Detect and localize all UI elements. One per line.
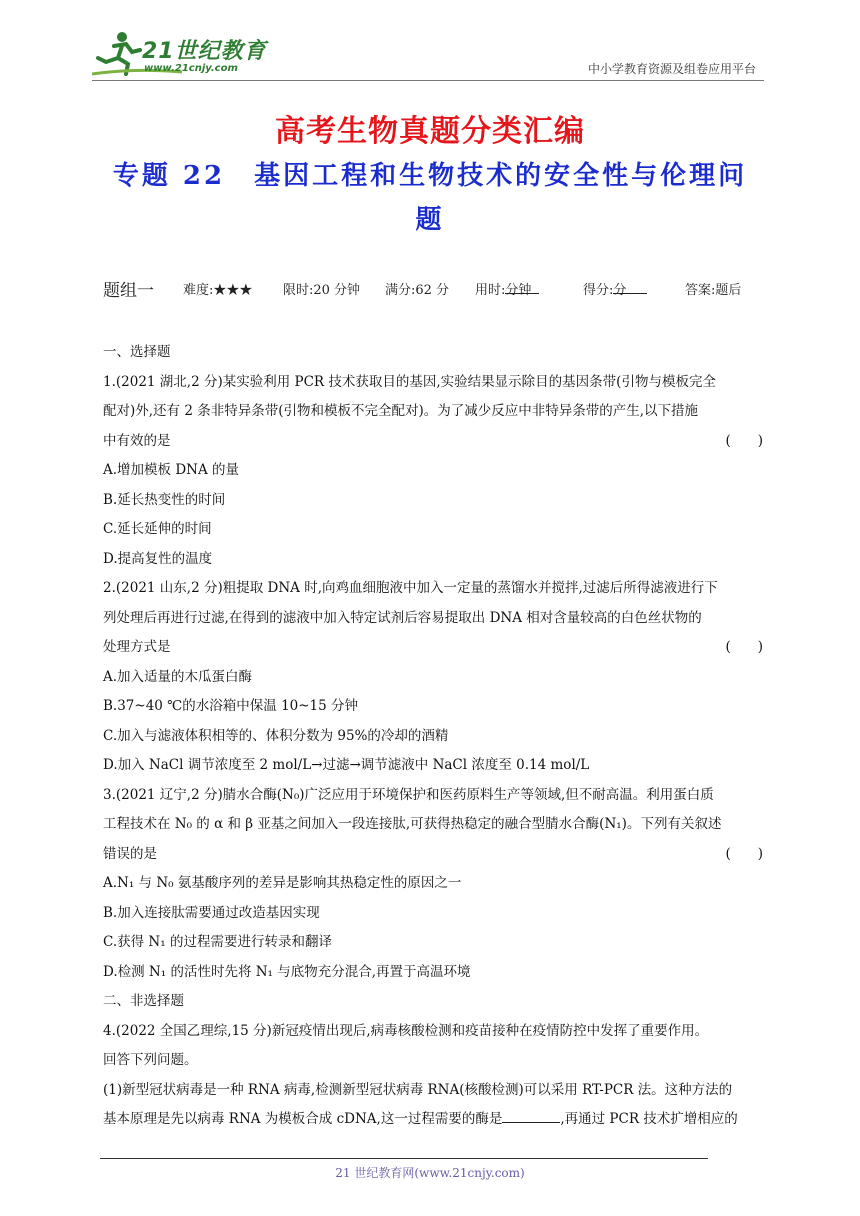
answer-note: 答案:题后 — [685, 283, 742, 298]
q1-option-c: C.延长延伸的时间 — [103, 521, 212, 537]
q4-line-1: 4.(2022 全国乙理综,15 分)新冠疫情出现后,病毒核酸检测和疫苗接种在疫情防控中发挥了重要作用。 — [103, 1022, 709, 1039]
q3-option-c: C.获得 N₁ 的过程需要进行转录和翻译 — [103, 934, 332, 950]
q3-line-2: 工程技术在 N₀ 的 α 和 β 亚基之间加入一段连接肽,可获得热稳定的融合型腈水合酶(N₁)。下列有关叙述 — [103, 816, 722, 832]
difficulty: 难度:★★★ — [183, 283, 253, 298]
q2-option-b: B.37~40 ℃的水浴箱中保温 10~15 分钟 — [103, 698, 359, 714]
answer-blank[interactable] — [502, 1109, 560, 1123]
score: 得分: 分 — [583, 279, 626, 298]
page-subtitle: 专题 22 基因工程和生物技术的安全性与伦理问题 — [112, 161, 748, 235]
logo-url: www.21cnjy.com — [144, 63, 238, 74]
q1-line-2: 配对)外,还有 2 条非特异条带(引物和模板不完全配对)。为了减少反应中非特异条带的产生,以下措施 — [103, 403, 699, 419]
q1-option-a: A.增加模板 DNA 的量 — [103, 462, 240, 478]
question-content — [103, 338, 763, 1135]
footer-divider — [100, 1158, 708, 1159]
q1-line-1: 1.(2021 湖北,2 分)某实验利用 PCR 技术获取目的基因,实验结果显示除目的基因条带(引物与模板完全 — [103, 373, 716, 390]
used-time: 用时: 分钟 — [475, 279, 531, 298]
q3-option-a: A.N₁ 与 N₀ 氨基酸序列的差异是影响其热稳定性的原因之一 — [103, 875, 462, 891]
answer-parentheses: ( ) — [725, 432, 763, 449]
answer-parentheses: ( ) — [725, 639, 763, 655]
footer-text: 21 世纪教育网(www.21cnjy.com) — [335, 1166, 525, 1180]
q2-stem-end: 处理方式是 ( ) — [103, 633, 763, 663]
header-divider — [92, 80, 764, 81]
header-platform-text: 中小学教育资源及组卷应用平台 — [587, 62, 756, 76]
q3-option-b: B.加入连接肽需要通过改造基因实现 — [103, 904, 320, 921]
page-title: 高考生物真题分类汇编 — [275, 114, 585, 149]
q4-line-3: (1)新型冠状病毒是一种 RNA 病毒,检测新型冠状病毒 RNA(核酸检测)可以采用 RT-PCR 法。这种方法的 — [103, 1081, 733, 1098]
q2-line-1: 2.(2021 山东,2 分)粗提取 DNA 时,向鸡血细胞液中加入一定量的蒸馏水并搅拌,过滤后所得滤液进行下 — [103, 580, 718, 596]
q3-stem-end: 错误的是 ( ) — [103, 840, 763, 870]
q2-option-a: A.加入适量的木瓜蛋白酶 — [103, 668, 253, 685]
q4-line-4: 基本原理是先以病毒 RNA 为模板合成 cDNA,这一过程需要的酶是 ,再通过 PCR 技术扩增相应的 — [103, 1111, 738, 1127]
q3-option-d: D.检测 N₁ 的活性时先将 N₁ 与底物充分混合,再置于高温环境 — [103, 963, 471, 980]
q4-line-2: 回答下列问题。 — [103, 1052, 198, 1068]
exam-meta — [103, 276, 783, 300]
q3-line-1: 3.(2021 辽宁,2 分)腈水合酶(N₀)广泛应用于环境保护和医药原料生产等领域,但不耐高温。利用蛋白质 — [103, 786, 714, 803]
page-header — [92, 28, 764, 80]
q2-option-d: D.加入 NaCl 调节浓度至 2 mol/L→过滤→调节滤液中 NaCl 浓度至 0.14 mol/L — [103, 757, 590, 773]
group-label: 题组一 — [103, 281, 154, 301]
logo-text: 21世纪教育 — [142, 39, 267, 64]
section-heading-non-choice: 二、非选择题 — [103, 993, 184, 1009]
section-heading-choice: 一、选择题 — [103, 344, 171, 360]
q2-line-2: 列处理后再进行过滤,在得到的滤液中加入特定试剂后容易提取出 DNA 相对含量较高的白色丝状物的 — [103, 609, 702, 626]
q1-stem-end: 中有效的是 ( ) — [103, 427, 763, 457]
q2-option-c: C.加入与滤液体积相等的、体积分数为 95%的冷却的酒精 — [103, 727, 449, 744]
used-time-blank[interactable] — [505, 282, 539, 294]
time-limit: 限时:20 分钟 — [283, 283, 361, 298]
full-score: 满分:62 分 — [385, 283, 450, 298]
q1-option-b: B.延长热变性的时间 — [103, 491, 226, 508]
answer-parentheses: ( ) — [725, 845, 763, 862]
score-blank[interactable] — [613, 282, 647, 294]
q1-option-d: D.提高复性的温度 — [103, 550, 213, 567]
